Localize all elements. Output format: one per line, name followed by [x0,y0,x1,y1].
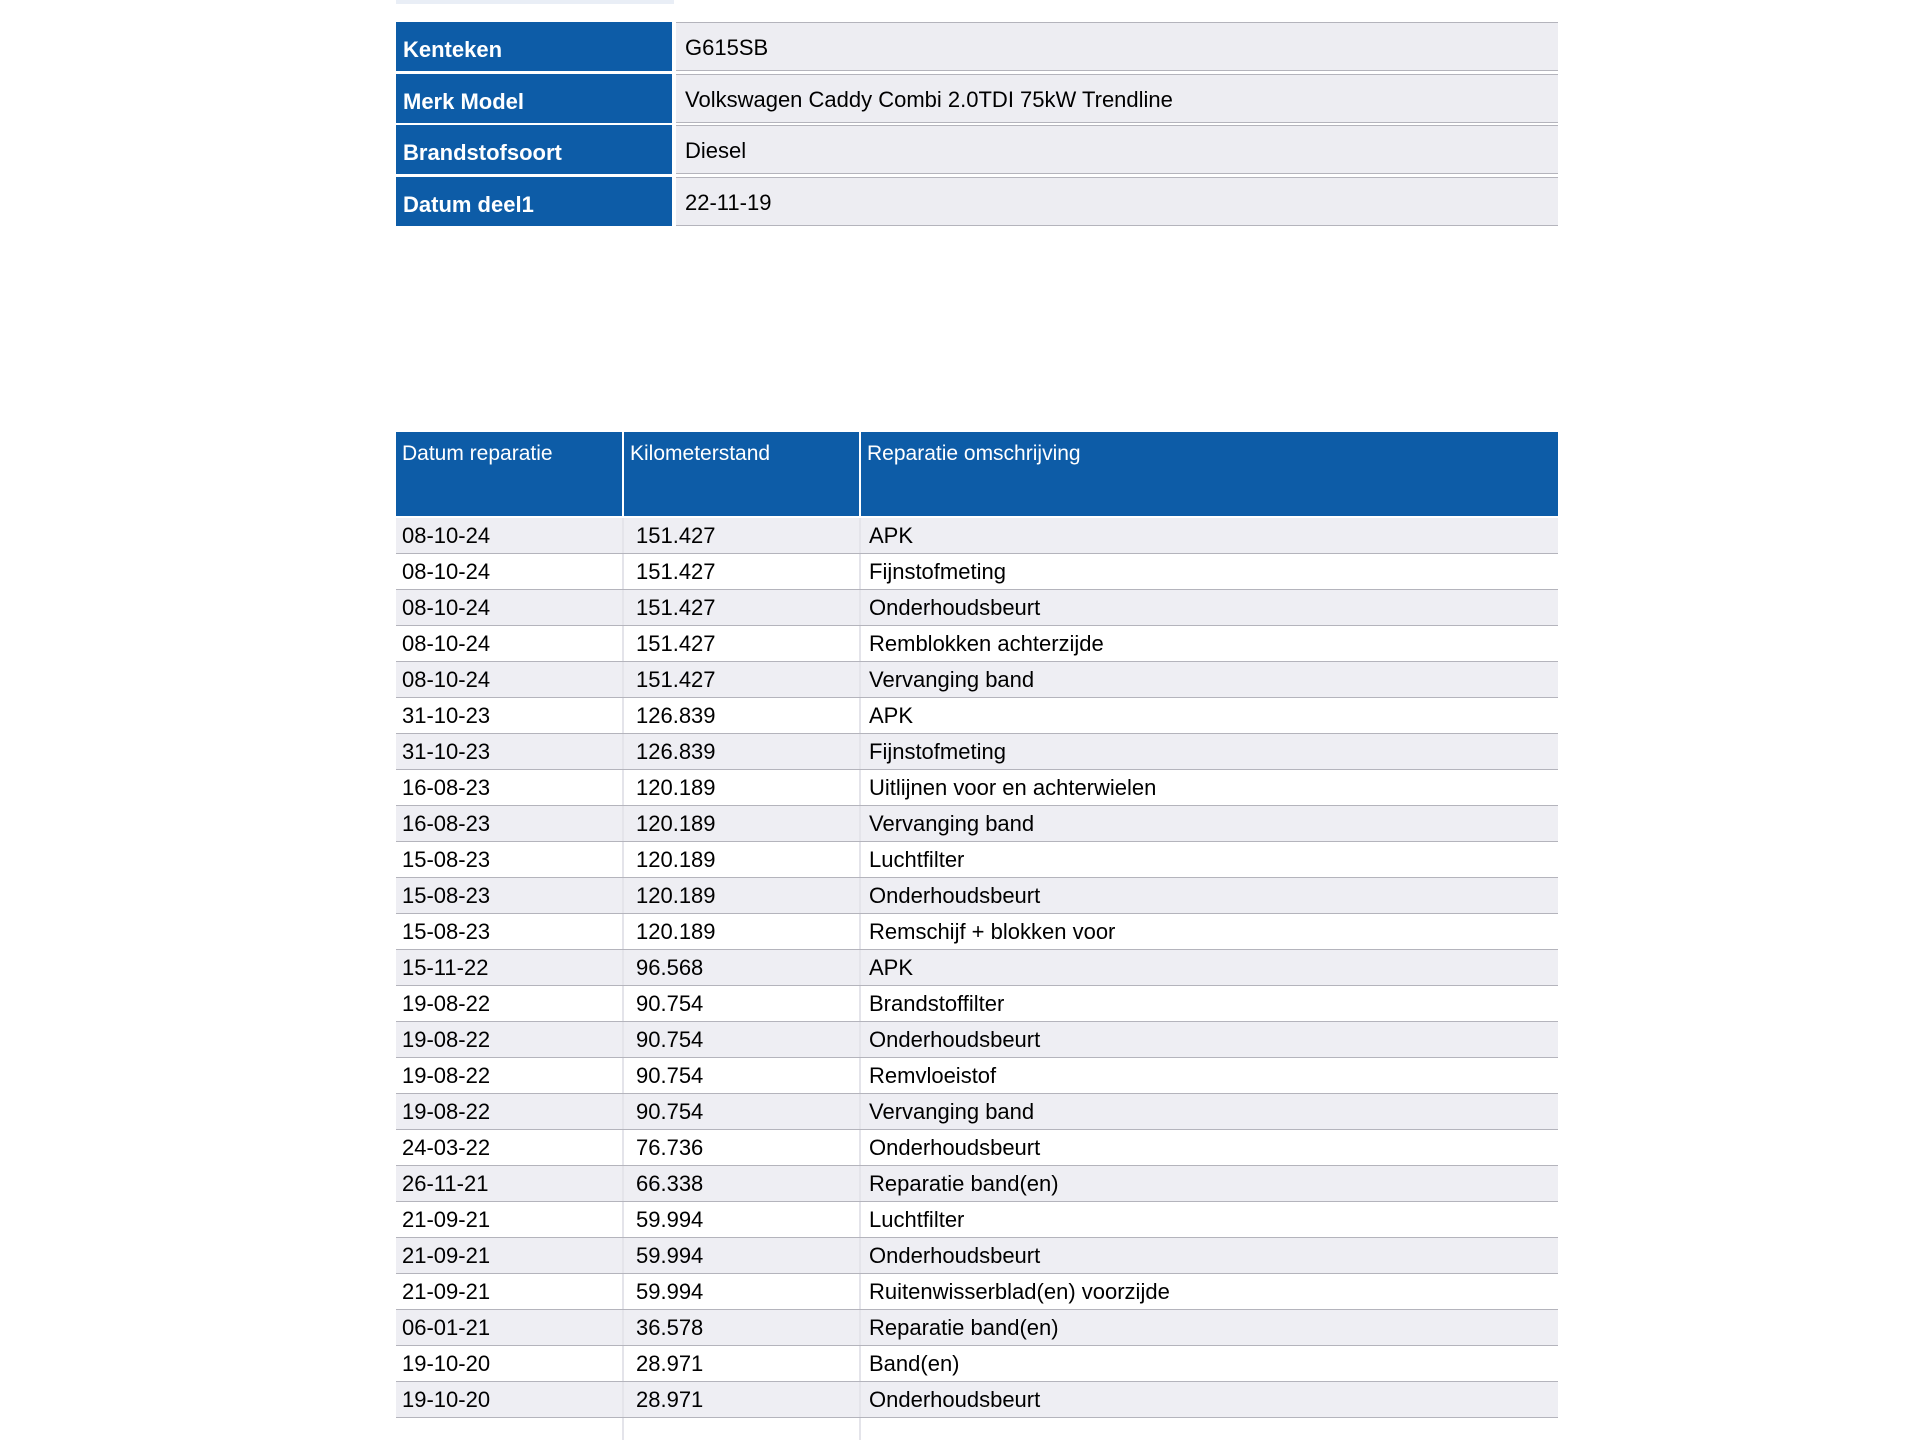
repair-table-row [396,1022,1558,1058]
repair-odometer-cell: 120.189 [624,878,861,913]
repair-date-cell-empty [396,1418,624,1440]
repair-description-cell: Fijnstofmeting [869,738,1006,764]
repair-description-cell: Brandstoffilter [869,990,1005,1016]
vehicle-info-table [396,22,1558,228]
repair-date-cell: 08-10-24 [396,626,624,661]
repair-odometer-cell: 36.578 [624,1310,861,1345]
repair-date-cell: 19-08-22 [396,1094,624,1129]
repair-date-cell: 16-08-23 [396,806,624,841]
repair-odometer-cell: 66.338 [624,1166,861,1201]
repair-odometer-cell-empty [624,1418,861,1440]
info-label: Merk Model [396,74,672,123]
repair-table-row [396,878,1558,914]
repair-table-row [396,698,1558,734]
info-value: Diesel [676,125,1558,174]
repair-table-row [396,554,1558,590]
repair-description-cell: Onderhoudsbeurt [869,1386,1041,1412]
repair-odometer-cell: 28.971 [624,1346,861,1381]
repair-odometer-cell: 151.427 [624,554,861,589]
repair-table-row [396,1346,1558,1382]
repair-date-cell: 19-08-22 [396,1022,624,1057]
repair-odometer-cell: 120.189 [624,842,861,877]
repair-description-cell: Uitlijnen voor en achterwielen [869,774,1157,800]
repair-description-cell: Vervanging band [869,1098,1035,1124]
repair-table-row [396,734,1558,770]
repair-date-cell: 24-03-22 [396,1130,624,1165]
repair-description-cell: Band(en) [869,1350,960,1376]
repair-table-row [396,1166,1558,1202]
repair-description-cell: Reparatie band(en) [869,1170,1059,1196]
info-label: Kenteken [396,22,672,71]
repair-table-row [396,914,1558,950]
repair-description-cell: Vervanging band [869,666,1035,692]
repair-description-cell: Remblokken achterzijde [869,630,1104,656]
repair-table-row [396,1094,1558,1130]
repair-date-cell: 21-09-21 [396,1202,624,1237]
repair-table-row [396,950,1558,986]
repair-date-cell: 21-09-21 [396,1238,624,1273]
repair-odometer-cell: 76.736 [624,1130,861,1165]
repair-description-cell: Onderhoudsbeurt [869,882,1041,908]
repair-description-cell: Onderhoudsbeurt [869,1026,1041,1052]
repair-description-cell: Reparatie band(en) [869,1314,1059,1340]
repair-odometer-cell: 90.754 [624,1058,861,1093]
repair-date-cell: 08-10-24 [396,554,624,589]
repair-odometer-cell: 90.754 [624,1094,861,1129]
repair-odometer-cell: 59.994 [624,1238,861,1273]
repair-odometer-cell: 120.189 [624,806,861,841]
repair-odometer-cell: 90.754 [624,986,861,1021]
repair-table-row [396,518,1558,554]
repair-date-cell: 15-11-22 [396,950,624,985]
repair-odometer-cell: 151.427 [624,626,861,661]
repair-table-row [396,986,1558,1022]
repair-table-row [396,590,1558,626]
repair-description-cell: Remschijf + blokken voor [869,918,1116,944]
repair-description-cell: Vervanging band [869,810,1035,836]
repair-description-cell-empty [861,1418,1558,1440]
repair-table-row [396,662,1558,698]
repair-table-row [396,770,1558,806]
repair-odometer-cell: 59.994 [624,1202,861,1237]
repair-date-cell: 08-10-24 [396,518,624,553]
repair-date-cell: 31-10-23 [396,698,624,733]
info-value: 22-11-19 [676,177,1558,226]
repair-odometer-cell: 120.189 [624,770,861,805]
info-value: Volkswagen Caddy Combi 2.0TDI 75kW Trendline [676,74,1558,123]
repair-date-cell: 15-08-23 [396,914,624,949]
repair-table-row [396,1202,1558,1238]
repair-table-row [396,1274,1558,1310]
info-value: G615SB [676,22,1558,71]
info-row-merk-model [396,74,1558,123]
repair-description-cell: Onderhoudsbeurt [869,1134,1041,1160]
repair-history-table [396,432,1558,1440]
repair-description-cell: Fijnstofmeting [869,558,1006,584]
repair-description-cell: APK [869,954,914,980]
repair-table-row [396,1058,1558,1094]
repair-odometer-cell: 120.189 [624,914,861,949]
repair-odometer-cell: 28.971 [624,1382,861,1417]
repair-table-body [396,518,1558,1440]
repair-description-cell: APK [869,522,914,548]
info-label: Datum deel1 [396,177,672,226]
repair-description-cell: Luchtfilter [869,846,965,872]
repair-table-row [396,1382,1558,1418]
repair-date-cell: 06-01-21 [396,1310,624,1345]
repair-table-row-partial [396,1418,1558,1440]
repair-odometer-cell: 151.427 [624,662,861,697]
repair-description-cell: Luchtfilter [869,1206,965,1232]
repair-date-cell: 31-10-23 [396,734,624,769]
info-row-kenteken [396,22,1558,71]
repair-odometer-cell: 151.427 [624,590,861,625]
column-header-datum-reparatie: Datum reparatie [396,432,624,516]
repair-table-row [396,842,1558,878]
repair-date-cell: 21-09-21 [396,1274,624,1309]
repair-date-cell: 19-10-20 [396,1382,624,1417]
column-header-reparatie-omschrijving: Reparatie omschrijving [867,442,1081,465]
repair-odometer-cell: 126.839 [624,734,861,769]
repair-odometer-cell: 151.427 [624,518,861,553]
repair-table-row [396,1310,1558,1346]
repair-date-cell: 15-08-23 [396,878,624,913]
cut-off-row-sliver [396,0,674,4]
repair-table-header-row [396,432,1558,516]
repair-date-cell: 08-10-24 [396,662,624,697]
repair-description-cell: Onderhoudsbeurt [869,1242,1041,1268]
repair-date-cell: 16-08-23 [396,770,624,805]
repair-date-cell: 19-08-22 [396,1058,624,1093]
column-header-kilometerstand: Kilometerstand [624,432,861,516]
repair-odometer-cell: 90.754 [624,1022,861,1057]
repair-date-cell: 26-11-21 [396,1166,624,1201]
repair-table-row [396,1130,1558,1166]
info-label: Brandstofsoort [396,125,672,174]
repair-table-row [396,806,1558,842]
repair-description-cell: Ruitenwisserblad(en) voorzijde [869,1278,1170,1304]
repair-date-cell: 08-10-24 [396,590,624,625]
repair-table-row [396,1238,1558,1274]
repair-table-row [396,626,1558,662]
info-row-brandstofsoort [396,125,1558,174]
repair-description-cell: APK [869,702,914,728]
repair-description-cell: Remvloeistof [869,1062,997,1088]
repair-odometer-cell: 59.994 [624,1274,861,1309]
repair-description-cell: Onderhoudsbeurt [869,594,1041,620]
repair-date-cell: 15-08-23 [396,842,624,877]
repair-odometer-cell: 96.568 [624,950,861,985]
repair-date-cell: 19-10-20 [396,1346,624,1381]
repair-date-cell: 19-08-22 [396,986,624,1021]
info-row-datum-deel1 [396,177,1558,226]
repair-odometer-cell: 126.839 [624,698,861,733]
